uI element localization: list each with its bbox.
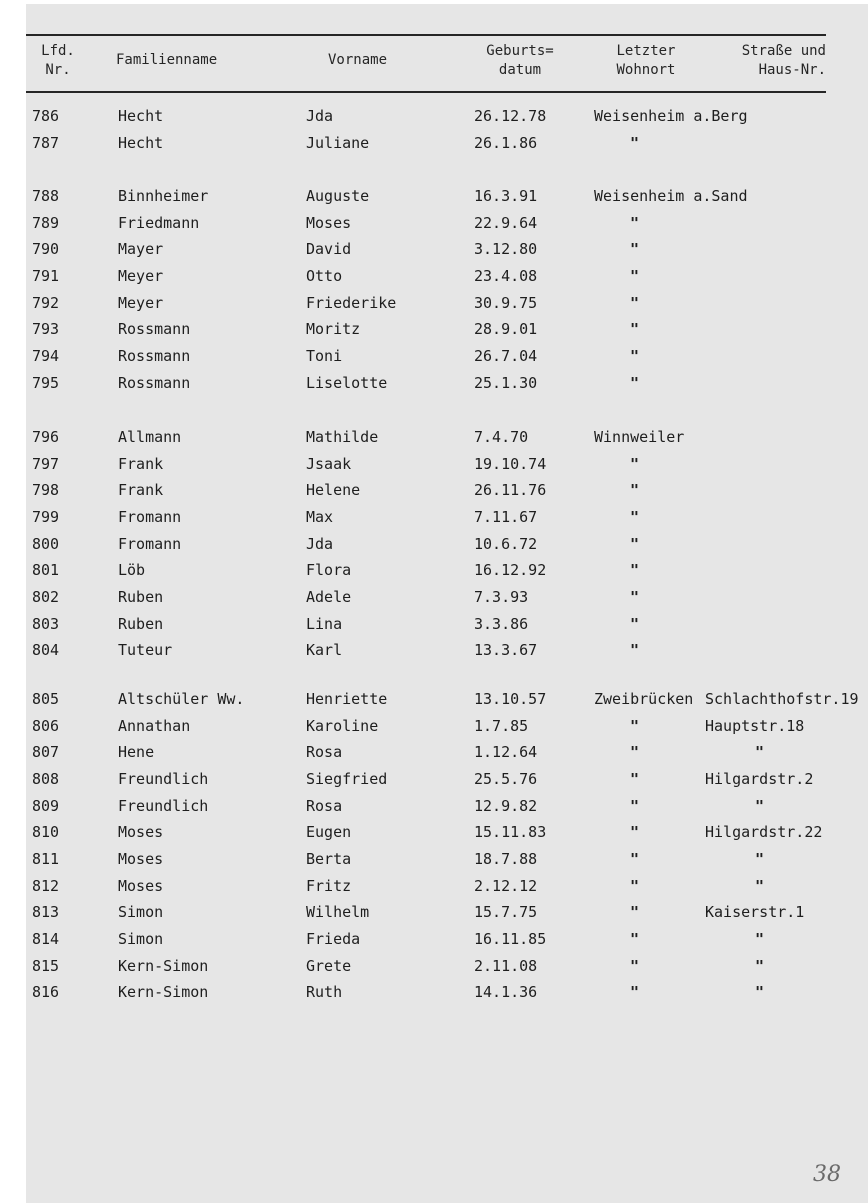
cell-geburtsdatum: 16.3.91 [474,187,538,205]
cell-geburtsdatum: 18.7.88 [474,849,538,868]
cell-geburtsdatum: 7.3.93 [474,587,529,606]
cell-strasse: " [755,983,765,1002]
cell-vorname: Toni [306,346,343,365]
cell-familienname: Hecht [118,133,164,152]
cell-vorname: Berta [306,849,352,868]
cell-vorname: Siegfried [306,770,388,788]
header-geburtsdatum-line1: Geburts= [486,43,554,59]
cell-geburtsdatum: 22.9.64 [474,213,538,232]
cell-wohnort: " [630,876,640,895]
table-row [26,374,868,396]
table-row [26,187,868,209]
cell-nr: 786 [32,107,60,125]
cell-nr: 792 [32,293,60,312]
cell-familienname: Kern-Simon [118,956,209,975]
cell-wohnort: " [630,770,640,788]
cell-familienname: Moses [118,823,164,842]
cell-geburtsdatum: 14.1.36 [474,983,538,1002]
cell-nr: 807 [32,743,60,762]
cell-nr: 802 [32,587,60,606]
cell-familienname: Hene [118,743,155,762]
cell-vorname: Flora [306,561,352,580]
cell-wohnort: " [630,481,640,500]
cell-nr: 789 [32,213,60,232]
cell-wohnort: " [630,823,640,842]
cell-familienname: Moses [118,876,164,895]
cell-familienname: Rossmann [118,320,191,339]
cell-wohnort: " [630,903,640,922]
cell-wohnort: " [630,534,640,553]
table-row [26,107,868,129]
cell-wohnort: " [630,716,640,735]
cell-wohnort: " [630,614,640,633]
cell-vorname: Lina [306,614,343,633]
table-row [26,347,868,369]
cell-geburtsdatum: 3.12.80 [474,240,538,259]
cell-geburtsdatum: 1.7.85 [474,716,529,735]
cell-nr: 816 [32,983,60,1002]
table-row [26,561,868,583]
cell-vorname: Mathilde [306,428,379,446]
cell-vorname: Friederike [306,293,397,312]
cell-wohnort: " [630,320,640,339]
table-row [26,690,868,712]
cell-nr: 793 [32,320,60,339]
cell-wohnort: " [630,373,640,392]
table-row [26,214,868,236]
cell-vorname: Fritz [306,876,352,895]
table-row [26,481,868,503]
cell-geburtsdatum: 3.3.86 [474,614,529,633]
cell-wohnort: Winnweiler [594,428,685,446]
cell-wohnort: " [630,743,640,762]
table-row [26,294,868,316]
cell-geburtsdatum: 16.11.85 [474,929,547,948]
cell-vorname: Helene [306,481,361,500]
cell-vorname: Karl [306,641,343,660]
cell-vorname: Liselotte [306,373,388,392]
cell-familienname: Hecht [118,107,164,125]
table-row [26,134,868,156]
cell-strasse: Kaiserstr.1 [705,903,805,922]
cell-geburtsdatum: 26.1.86 [474,133,538,152]
cell-vorname: Rosa [306,796,343,815]
cell-wohnort: " [630,587,640,606]
cell-nr: 797 [32,454,60,473]
cell-nr: 795 [32,373,60,392]
cell-geburtsdatum: 25.5.76 [474,770,538,788]
cell-vorname: David [306,240,352,259]
table-row [26,717,868,739]
cell-vorname: Juliane [306,133,370,152]
document-page [26,4,868,1203]
cell-nr: 803 [32,614,60,633]
cell-vorname: Moses [306,213,352,232]
cell-vorname: Ruth [306,983,343,1002]
cell-strasse: Schlachthofstr.19 [705,690,859,708]
cell-nr: 812 [32,876,60,895]
table-row [26,850,868,872]
cell-familienname: Ruben [118,614,164,633]
cell-wohnort: " [630,796,640,815]
cell-wohnort: Zweibrücken [594,690,694,708]
cell-vorname: Auguste [306,187,370,205]
cell-vorname: Grete [306,956,352,975]
cell-nr: 787 [32,133,60,152]
page-number: 38 [813,1162,841,1187]
table-row [26,240,868,262]
cell-wohnort: " [630,929,640,948]
cell-strasse: " [755,956,765,975]
cell-wohnort: " [630,454,640,473]
cell-wohnort: " [630,849,640,868]
cell-strasse: Hilgardstr.2 [705,770,814,788]
cell-nr: 790 [32,240,60,259]
cell-familienname: Annathan [118,716,191,735]
cell-wohnort: " [630,641,640,660]
cell-vorname: Rosa [306,743,343,762]
cell-nr: 815 [32,956,60,975]
cell-strasse: " [755,743,765,762]
cell-geburtsdatum: 13.10.57 [474,690,547,708]
cell-strasse: " [755,876,765,895]
cell-familienname: Tuteur [118,641,173,660]
cell-nr: 809 [32,796,60,815]
cell-vorname: Henriette [306,690,388,708]
header-strasse-line2: Haus-Nr. [758,62,826,78]
cell-nr: 791 [32,266,60,285]
cell-vorname: Jsaak [306,454,352,473]
cell-wohnort: " [630,213,640,232]
cell-familienname: Meyer [118,266,164,285]
cell-nr: 805 [32,690,60,708]
cell-geburtsdatum: 2.11.08 [474,956,538,975]
table-row [26,508,868,530]
cell-vorname: Karoline [306,716,379,735]
cell-nr: 814 [32,929,60,948]
cell-vorname: Eugen [306,823,352,842]
cell-geburtsdatum: 30.9.75 [474,293,538,312]
cell-wohnort: " [630,240,640,259]
cell-familienname: Rossmann [118,346,191,365]
cell-nr: 801 [32,561,60,580]
cell-vorname: Jda [306,107,334,125]
table-row [26,930,868,952]
table-row [26,535,868,557]
cell-vorname: Frieda [306,929,361,948]
cell-nr: 798 [32,481,60,500]
cell-strasse: " [755,929,765,948]
header-lfd-nr-line2: Nr. [45,62,71,78]
cell-wohnort: " [630,956,640,975]
cell-vorname: Jda [306,534,334,553]
cell-familienname: Simon [118,929,164,948]
cell-vorname: Max [306,507,334,526]
cell-geburtsdatum: 26.7.04 [474,346,538,365]
cell-geburtsdatum: 13.3.67 [474,641,538,660]
table-row [26,428,868,450]
cell-nr: 796 [32,428,60,446]
cell-vorname: Wilhelm [306,903,370,922]
table-row [26,267,868,289]
header-familienname: Familienname [116,52,218,68]
header-lfd-nr-line1: Lfd. [41,43,75,59]
cell-familienname: Fromann [118,507,182,526]
cell-familienname: Simon [118,903,164,922]
cell-nr: 808 [32,770,60,788]
cell-familienname: Frank [118,481,164,500]
table-row [26,957,868,979]
cell-nr: 806 [32,716,60,735]
table-row [26,320,868,342]
register-table [26,4,868,1203]
header-geburtsdatum-line2: datum [498,62,542,78]
cell-familienname: Freundlich [118,796,209,815]
header-wohnort-line2: Wohnort [616,62,676,78]
cell-familienname: Altschüler Ww. [118,690,245,708]
cell-geburtsdatum: 15.7.75 [474,903,538,922]
table-row [26,743,868,765]
cell-nr: 804 [32,641,60,660]
cell-geburtsdatum: 28.9.01 [474,320,538,339]
table-row [26,588,868,610]
cell-familienname: Fromann [118,534,182,553]
cell-nr: 800 [32,534,60,553]
table-row [26,770,868,792]
cell-vorname: Moritz [306,320,361,339]
cell-wohnort: " [630,133,640,152]
table-row [26,615,868,637]
cell-geburtsdatum: 26.11.76 [474,481,547,500]
table-row [26,877,868,899]
cell-geburtsdatum: 25.1.30 [474,373,538,392]
cell-familienname: Friedmann [118,213,200,232]
cell-wohnort: " [630,266,640,285]
cell-strasse: " [755,849,765,868]
cell-vorname: Adele [306,587,352,606]
cell-geburtsdatum: 7.4.70 [474,428,529,446]
cell-familienname: Meyer [118,293,164,312]
cell-geburtsdatum: 16.12.92 [474,561,547,580]
cell-strasse: Hauptstr.18 [705,716,805,735]
cell-nr: 788 [32,187,60,205]
cell-familienname: Ruben [118,587,164,606]
cell-nr: 794 [32,346,60,365]
cell-wohnort: " [630,293,640,312]
cell-nr: 813 [32,903,60,922]
cell-familienname: Freundlich [118,770,209,788]
cell-wohnort: Weisenheim a.Berg [594,107,748,125]
table-row [26,983,868,1005]
cell-geburtsdatum: 2.12.12 [474,876,538,895]
cell-familienname: Mayer [118,240,164,259]
cell-nr: 810 [32,823,60,842]
cell-geburtsdatum: 23.4.08 [474,266,538,285]
cell-vorname: Otto [306,266,343,285]
cell-wohnort: " [630,346,640,365]
header-strasse-line1: Straße und [741,43,826,59]
table-row [26,823,868,845]
cell-familienname: Frank [118,454,164,473]
cell-familienname: Binnheimer [118,187,209,205]
cell-strasse: Hilgardstr.22 [705,823,823,842]
cell-wohnort: " [630,507,640,526]
cell-nr: 811 [32,849,60,868]
header-wohnort-line1: Letzter [616,43,676,59]
cell-wohnort: " [630,561,640,580]
cell-geburtsdatum: 10.6.72 [474,534,538,553]
cell-familienname: Moses [118,849,164,868]
cell-geburtsdatum: 1.12.64 [474,743,538,762]
cell-geburtsdatum: 15.11.83 [474,823,547,842]
cell-geburtsdatum: 19.10.74 [474,454,547,473]
cell-nr: 799 [32,507,60,526]
cell-wohnort: Weisenheim a.Sand [594,187,748,205]
cell-geburtsdatum: 26.12.78 [474,107,547,125]
cell-wohnort: " [630,983,640,1002]
cell-familienname: Allmann [118,428,182,446]
table-row [26,455,868,477]
table-row [26,641,868,663]
cell-geburtsdatum: 12.9.82 [474,796,538,815]
cell-familienname: Rossmann [118,373,191,392]
header-vorname: Vorname [328,52,388,68]
cell-familienname: Kern-Simon [118,983,209,1002]
table-row [26,903,868,925]
cell-geburtsdatum: 7.11.67 [474,507,538,526]
cell-familienname: Löb [118,561,146,580]
cell-strasse: " [755,796,765,815]
table-row [26,797,868,819]
